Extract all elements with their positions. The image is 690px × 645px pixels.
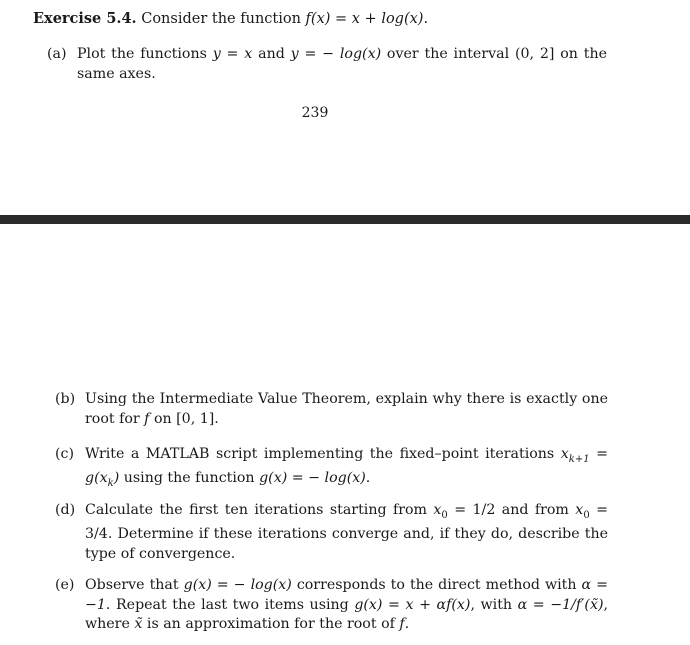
item-d-text <box>85 501 608 564</box>
math-span: x <box>575 502 584 518</box>
math-span: x̃ <box>134 616 143 632</box>
page-number: 239 <box>301 105 329 121</box>
text-span: on the same axes. <box>77 46 607 82</box>
math-span: f <box>144 410 150 427</box>
formula-f: f(x) = x + log(x). <box>305 11 429 27</box>
math-span: f <box>399 616 405 632</box>
math-subscript: k+1 <box>568 453 590 465</box>
text-span: , where <box>85 596 608 632</box>
page-bottom <box>0 224 690 645</box>
math-span: α = −1/f′(x̃) <box>517 596 604 613</box>
math-span: [0, 1] <box>176 410 215 427</box>
math-span: y = x <box>212 46 253 62</box>
math-span: g(x) = x + αf(x) <box>354 596 471 613</box>
math-span: = g(x <box>85 446 608 487</box>
math-subscript: 0 <box>441 509 448 521</box>
math-subscript: 0 <box>583 509 590 521</box>
page-break-divider <box>0 215 690 224</box>
text-span: Calculate the first ten iterations starting from <box>85 502 434 518</box>
math-span: = 1/2 <box>447 502 496 518</box>
text-span: Observe that <box>85 577 184 593</box>
math-span: g(x) = − log(x) <box>259 470 366 487</box>
exercise-intro: Consider the function <box>141 11 306 27</box>
item-b-text <box>85 390 608 429</box>
item-b-label: (b) <box>55 391 76 407</box>
math-span: x <box>560 446 569 462</box>
text-span: Using the Intermediate Value Theorem, explain why there is exactly one root for <box>85 391 608 427</box>
item-a-label: (a) <box>47 46 67 62</box>
item-c-label: (c) <box>55 446 75 462</box>
item-e-label: (e) <box>55 577 75 593</box>
math-span: (0, 2] <box>514 46 555 62</box>
item-d-label: (d) <box>55 502 76 518</box>
math-span: x <box>433 502 442 518</box>
text-span: is an approximation for the root of <box>142 616 400 632</box>
text-span: . Determine if these iterations converge and, if they do, describe the type of convergence. <box>85 526 608 562</box>
text-span: and <box>252 46 291 62</box>
text-span: on <box>149 410 177 427</box>
text-span: over the interval <box>381 46 515 62</box>
exercise-number: Exercise 5.4. <box>33 10 137 27</box>
math-span: ) <box>113 470 120 487</box>
math-span: g(x) = − log(x) <box>183 577 292 593</box>
text-span: Write a MATLAB script implementing the fixed–point iterations <box>85 446 561 462</box>
math-subscript: k <box>107 478 114 490</box>
text-span: , with <box>470 596 518 613</box>
exercise-heading <box>33 9 428 29</box>
text-span: corresponds to the direct method with <box>291 577 582 593</box>
item-a-text <box>77 45 607 84</box>
text-span: . Repeat the last two items using <box>105 596 355 613</box>
math-span: = 3/4 <box>85 502 608 543</box>
text-span: . <box>404 616 410 632</box>
math-span: α = −1 <box>85 577 608 613</box>
item-c-text <box>85 445 608 494</box>
text-span: Plot the functions <box>77 46 213 62</box>
item-e-text <box>85 576 608 635</box>
text-span: . <box>365 470 371 487</box>
text-span: . <box>214 410 219 427</box>
math-span: y = − log(x) <box>290 46 382 62</box>
text-span: using the function <box>119 470 260 487</box>
page-top <box>0 0 690 215</box>
text-span: and from <box>495 502 576 518</box>
